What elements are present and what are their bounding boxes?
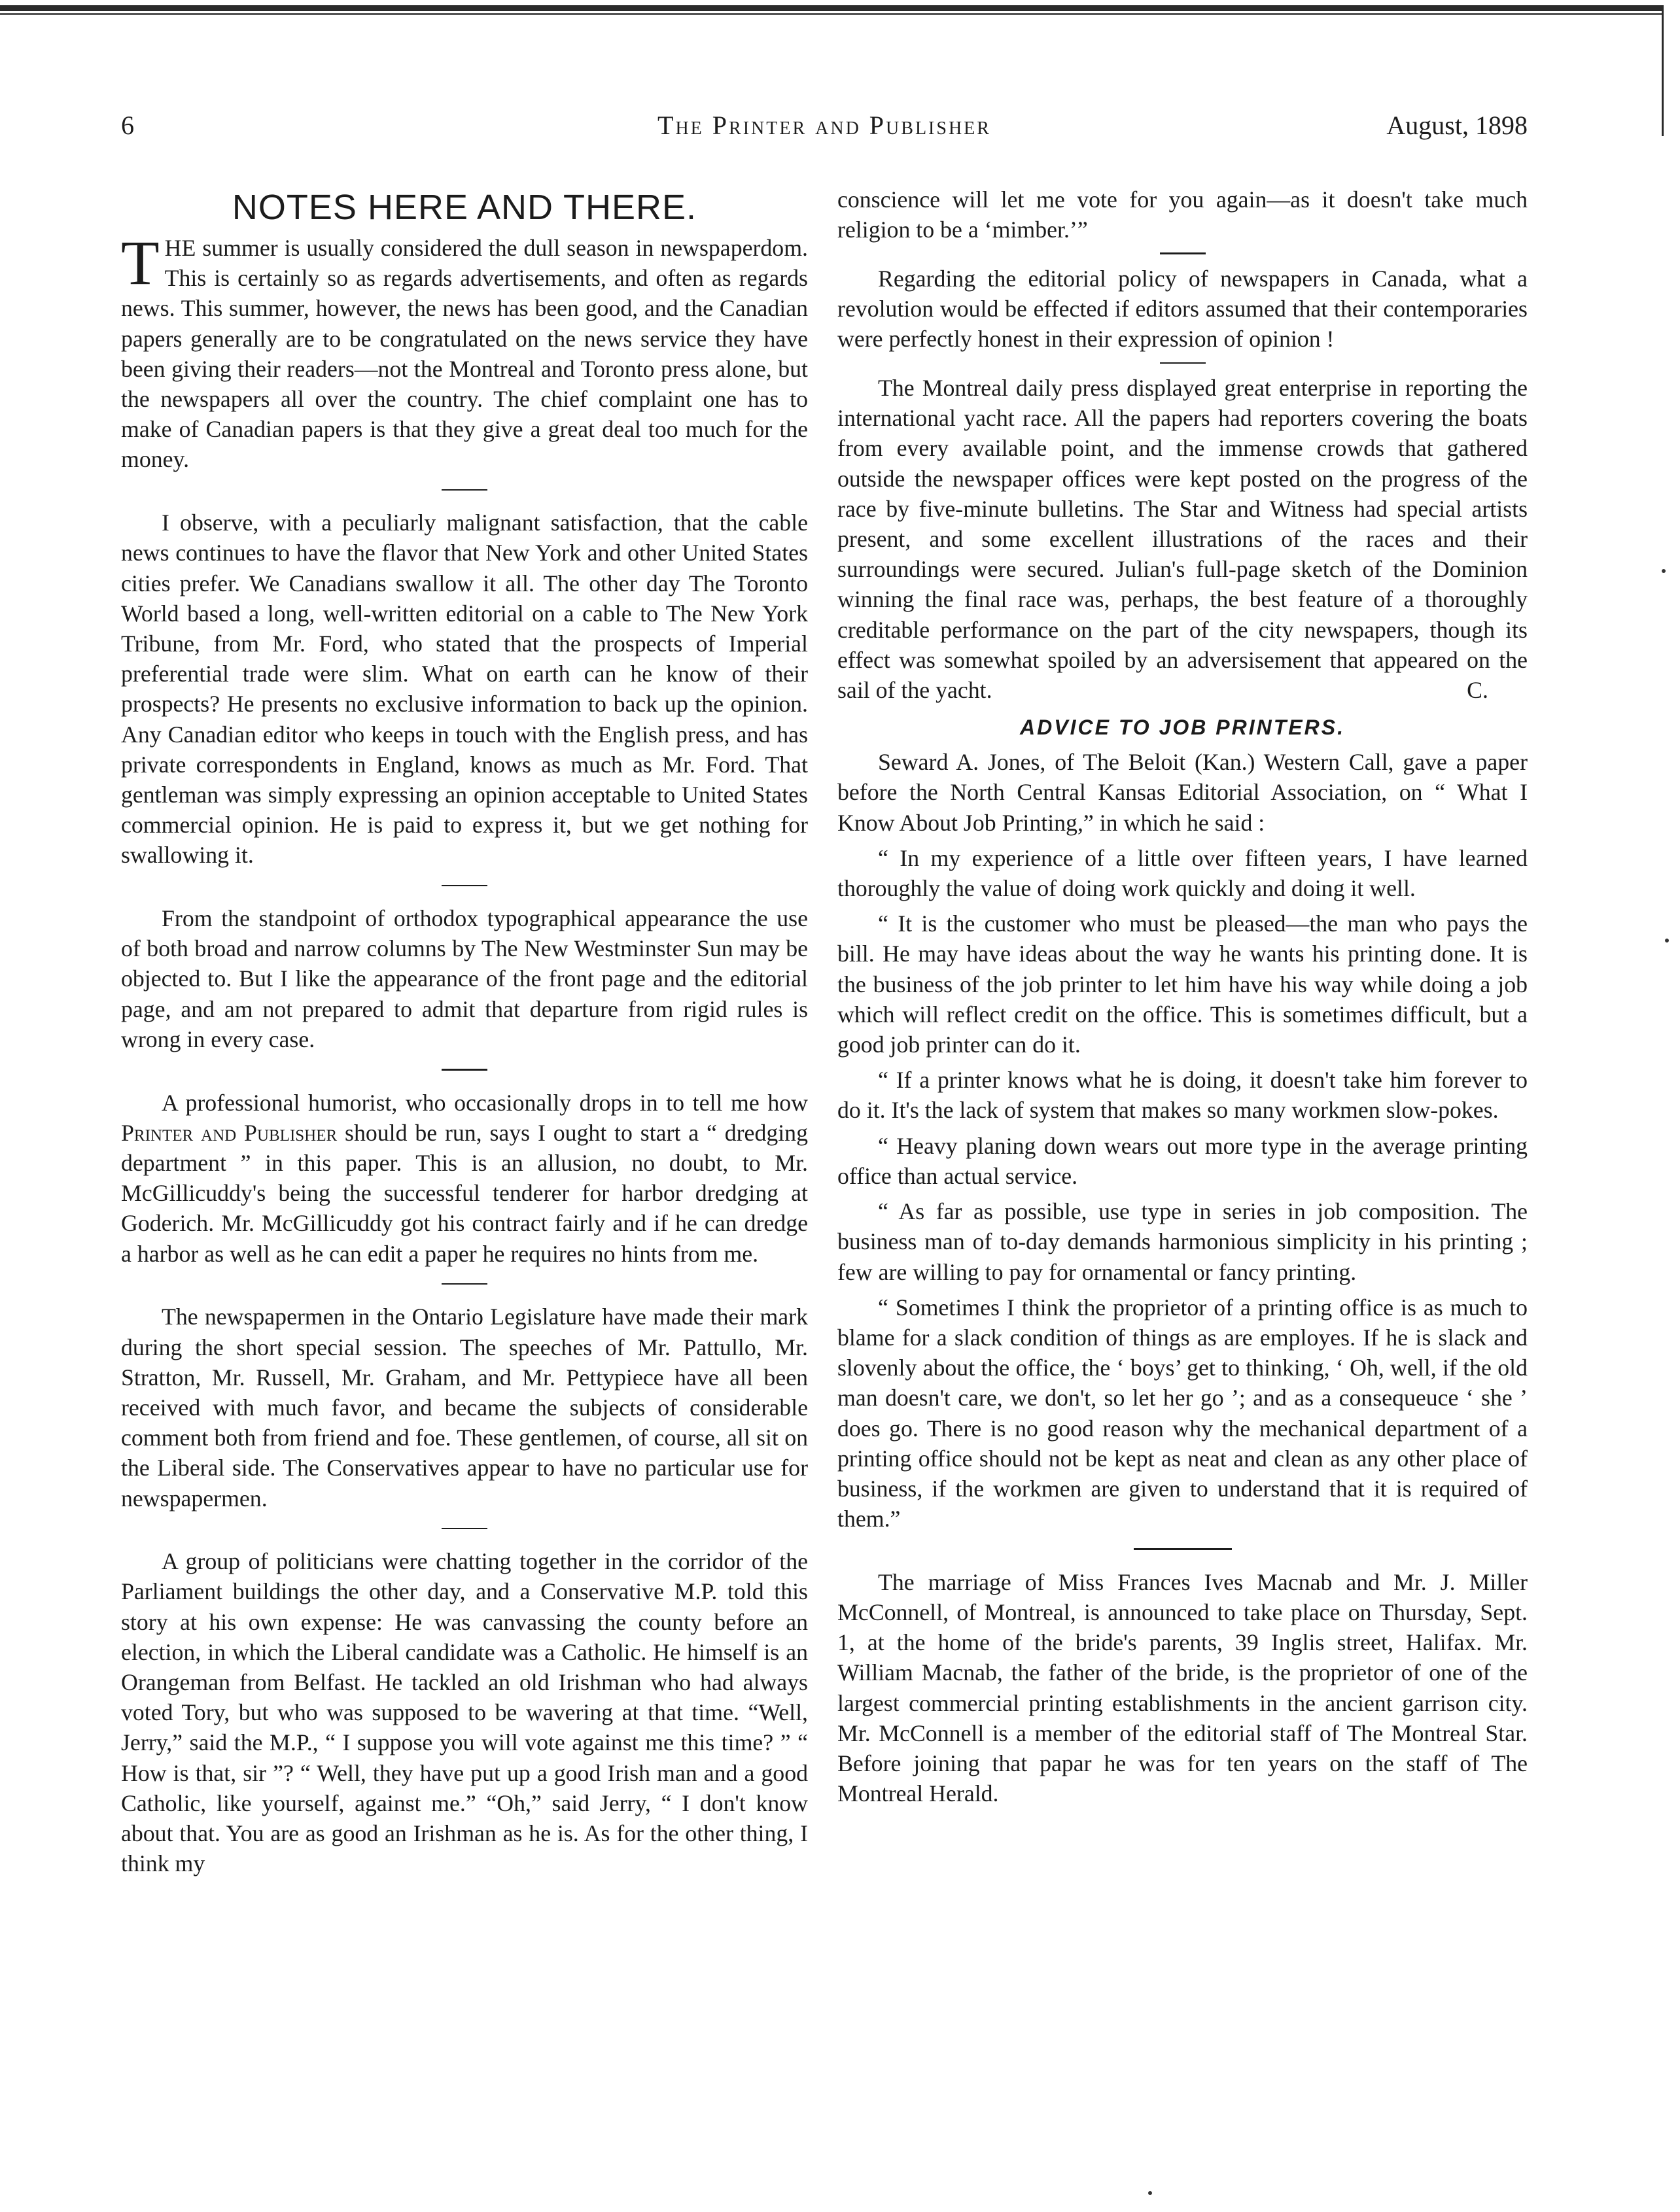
right-edge-rule: [1662, 5, 1664, 136]
drop-cap: T: [121, 228, 160, 298]
paragraph: I observe, with a peculiarly malignant satisfaction, that the cable news continues to have the flavor that New York and other United States cities prefer. We Canadians swallow it all. The other day The Toronto World based a long, well-written editorial on a cable to The New York Tribune, from Mr. Ford, who stated that the prospects of Imperial preferential trade were slim. What on earth can he know of their prospects? He presents no exclusive information to back up the opinion. Any Canadian editor who keeps in touch with the English press, and has private correspondents in England, knows as much as Mr. Ford. That gentleman was simply expressing an opinion acceptable to United States commercial opinion. He is paid to express it, but we get nothing for swallowing it.: [121, 510, 808, 869]
left-column: [121, 184, 808, 1878]
paragraph: conscience will let me vote for you again—as it doesn't take much religion to be a ‘mimber.’”: [837, 186, 1528, 243]
divider-rule: [442, 1069, 487, 1071]
subsection-heading: ADVICE TO JOB PRINTERS.: [1020, 716, 1345, 740]
print-speck: [1665, 939, 1669, 942]
paragraph: [837, 373, 1528, 705]
print-speck: [1148, 2191, 1152, 2195]
paragraph: [121, 1088, 808, 1269]
quote-paragraph: “ As far as possible, use type in series in job composition. The business man of to-day demands harmonious simplicity in his printing ; few are willing to pay for ornamental or fancy printing.: [837, 1198, 1528, 1285]
quote-paragraph: “ Sometimes I think the proprietor of a printing office is as much to blame for a slack condition of things as are employes. If he is slack and slovenly about the office, the ‘ boys’ get to thinking, ‘ Oh, well, if the old man doesn't care, we don't, so let her go ’; and as a consequeuce ‘ she ’ does go. There is no good reason why the mechanical department of a printing office should not be kept as neat and clean as any other place of business, if the workmen are given to understand that it is required of them.”: [837, 1294, 1528, 1532]
top-border-rule: [0, 5, 1662, 11]
divider-rule: [442, 1528, 487, 1530]
paragraph-text: A professional humorist, who occasionally drops in to tell me how: [162, 1089, 808, 1116]
divider-rule: [442, 885, 487, 887]
divider-rule: [442, 489, 487, 491]
running-title: The Printer and Publisher: [657, 111, 991, 140]
print-speck: [1662, 569, 1666, 573]
paragraph-text: should be run, says I ought to start a “ dredging department ” in this paper. This is an allusion, no doubt, to Mr. McGillicuddy's being the successful tenderer for harbor dredging at Goderich. Mr. McGillicuddy got his contract fairly and if he can dredge a harbor as well as he can edit a paper he requires no hints from me.: [121, 1119, 808, 1267]
quote-paragraph: “ In my experience of a little over fifteen years, I have learned thoroughly the value of doing work quickly and doing it well.: [837, 844, 1528, 902]
divider-rule: [1160, 252, 1206, 254]
page-header: [121, 110, 1528, 149]
divider-rule: [1134, 1548, 1232, 1550]
paragraph: A group of politicians were chatting together in the corridor of the Parliament buildings the other day, and a Conservative M.P. told this story at his own expense: He was canvassing the county before an election, in which the Liberal candidate was a Catholic. He himself is an Orangeman from Belfast. He tackled an old Irishman who had always voted Tory, but who was supposed to be wavering at that time. “Well, Jerry,” said the M.P., “ I suppose you will vote against me this time? ” “ How is that, sir ”? “ Well, they have put up a good Irish man and a good Catholic, like yourself, against me.” “Oh,” said Jerry, “ I don't know about that. You are as good an Irishman as he is. As for the other thing, I think my: [121, 1548, 808, 1877]
quote-paragraph: “ Heavy planing down wears out more type in the average printing office than actual service.: [837, 1132, 1528, 1189]
issue-date: August, 1898: [1386, 111, 1528, 140]
right-column: [837, 184, 1528, 1808]
section-heading: NOTES HERE AND THERE.: [232, 188, 697, 227]
paragraph: From the standpoint of orthodox typographical appearance the use of both broad and narrow columns by The New Westminster Sun may be objected to. But I like the appearance of the front page and the editorial page, and am not prepared to admit that departure from rigid rules is wrong in every case.: [121, 905, 808, 1052]
paragraph: The newspapermen in the Ontario Legislature have made their mark during the short special session. The speeches of Mr. Pattullo, Mr. Stratton, Mr. Russell, Mr. Graham, and Mr. Pettypiece have all been received with much favor, and became the subjects of considerable comment both from friend and foe. These gentlemen, of course, all sit on the Liberal side. The Conservatives appear to have no particular use for newspapermen.: [121, 1304, 808, 1512]
paragraph: Regarding the editorial policy of newspapers in Canada, what a revolution would be effected if editors assumed that their contemporaries were perfectly honest in their expression of opinion !: [837, 265, 1528, 353]
divider-rule: [1160, 362, 1206, 364]
divider-rule: [442, 1283, 487, 1285]
top-border-rule-thin: [0, 13, 1662, 15]
page-number: 6: [121, 111, 134, 140]
paragraph: [121, 228, 808, 475]
paragraph-text: HE summer is usually considered the dull season in newspaperdom. This is certainly so as regards advertisements, and often as regards news. This summer, however, the news has been good, and the Canadian papers generally are to be congratulated on the news service they have been giving their readers—not the Montreal and Toronto press alone, but the newspapers all over the country. The chief complaint one has to make of Canadian papers is that they give a great deal too much for the money.: [121, 235, 808, 473]
paragraph: The marriage of Miss Frances Ives Macnab and Mr. J. Miller McConnell, of Montreal, is announced to take place on Thursday, Sept. 1, at the home of the bride's parents, 39 Inglis street, Halifax. Mr. William Macnab, the father of the bride, is the proprietor of one of the largest commercial printing establishments in the ancient garrison city. Mr. McConnell is a member of the editorial staff of The Montreal Star. Before joining that papar he was for ten years on the staff of The Montreal Herald.: [837, 1568, 1528, 1807]
paragraph-text: The Montreal daily press displayed great enterprise in reporting the international yacht race. All the papers had reporters covering the boats from every available point, and the immense crowds that gathered outside the newspaper offices were kept posted on the progress of the race by five-minute bulletins. The Star and Witness had special artists present, and some excellent illustrations of the races and their surroundings were secured. Julian's full-page sketch of the Dominion winning the final race was, perhaps, the best feature of a thoroughly creditable performance on the part of the city newspapers, though its effect was somewhat spoiled by an adversisement that appeared on the sail of the yacht.: [837, 375, 1528, 704]
quote-paragraph: “ If a printer knows what he is doing, it doesn't take him forever to do it. It's the lack of system that makes so many workmen slow-pokes.: [837, 1067, 1528, 1124]
signature-initial: C.: [1467, 677, 1488, 704]
quote-paragraph: “ It is the customer who must be pleased—the man who pays the bill. He may have ideas about the way he wants his printing done. It is the business of the job printer to let him have his way while doing a job which will reflect credit on the office. This is sometimes difficult, but a good job printer can do it.: [837, 910, 1528, 1058]
publication-name: Printer and Publisher: [121, 1119, 338, 1146]
paragraph: Seward A. Jones, of The Beloit (Kan.) Western Call, gave a paper before the North Central Kansas Editorial Association, on “ What I Know About Job Printing,” in which he said :: [837, 749, 1528, 836]
